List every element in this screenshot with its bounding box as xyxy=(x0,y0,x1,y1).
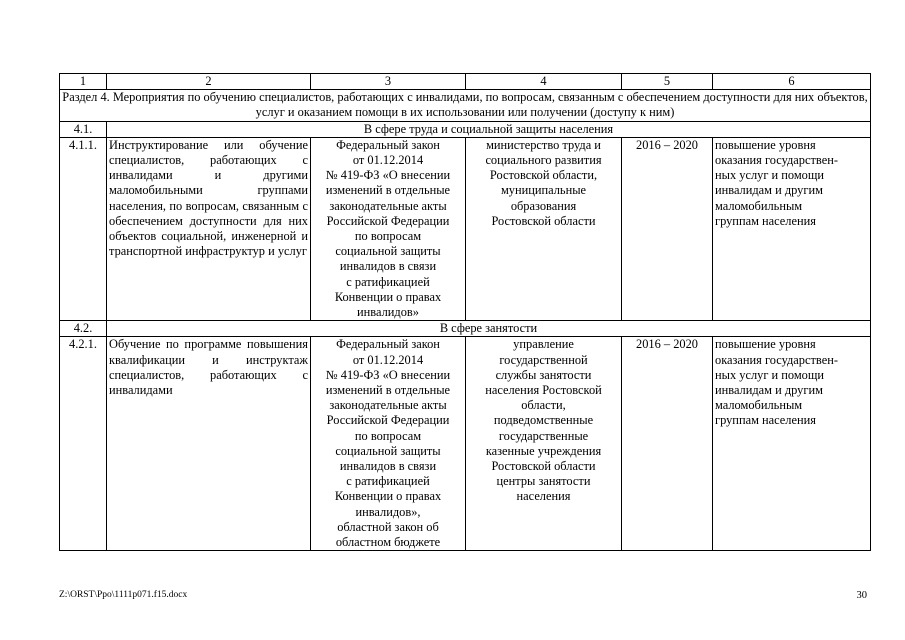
cell-line: № 419-ФЗ «О внесении xyxy=(325,367,451,382)
cell-line: изменений в отдельные xyxy=(325,383,451,398)
cell-line: Конвенции о правах xyxy=(334,489,442,504)
subsection-row xyxy=(60,121,871,137)
cell-line: инвалидов», xyxy=(355,504,421,519)
legal-basis-cell xyxy=(311,337,466,551)
cell-line: оказания государствен- xyxy=(715,153,838,168)
cell-line: социального развития xyxy=(485,153,602,168)
cell-line: законодательные акты xyxy=(329,398,447,413)
cell-line: от 01.12.2014 xyxy=(352,153,424,168)
period-cell: 2016 – 2020 xyxy=(622,337,713,551)
result-cell xyxy=(713,337,871,551)
table-row xyxy=(60,337,871,551)
cell-line: от 01.12.2014 xyxy=(352,352,424,367)
cell-line: населения Ростовской xyxy=(485,383,602,398)
cell-line: изменений в отдельные xyxy=(325,183,451,198)
subsection-title: В сфере занятости xyxy=(107,321,871,337)
cell-line: Федеральный закон xyxy=(336,137,440,152)
subsection-title: В сфере труда и социальной защиты населения xyxy=(107,121,871,137)
executor-cell xyxy=(466,137,622,320)
cell-line: Российской Федерации xyxy=(326,213,450,228)
row-number: 4.2.1. xyxy=(60,337,107,551)
column-number: 1 xyxy=(60,74,107,90)
column-number-row xyxy=(60,74,871,90)
cell-line: маломобильным xyxy=(715,398,803,413)
cell-line: министерство труда и xyxy=(486,137,601,152)
cell-line: повышение уровня xyxy=(715,137,816,152)
cell-line: областной закон об xyxy=(337,519,439,534)
cell-line: инвалидам и другим xyxy=(715,183,823,198)
column-number: 6 xyxy=(713,74,871,90)
cell-line: с ратификацией xyxy=(346,474,430,489)
column-number: 5 xyxy=(622,74,713,90)
cell-line: государственной xyxy=(499,352,588,367)
row-number: 4.1.1. xyxy=(60,137,107,320)
cell-line: инвалидов в связи xyxy=(339,459,437,474)
cell-line: ных услуг и помощи xyxy=(715,168,825,183)
cell-line: социальной защиты xyxy=(335,244,441,259)
page-number: 30 xyxy=(856,590,867,601)
cell-line: Ростовской области, xyxy=(489,168,598,183)
subsection-number: 4.2. xyxy=(60,321,107,337)
cell-line: Ростовской области xyxy=(491,459,596,474)
column-number: 2 xyxy=(107,74,311,90)
cell-line: с ратификацией xyxy=(346,274,430,289)
cell-line: группам населения xyxy=(715,413,816,428)
section-title-row xyxy=(60,90,871,121)
cell-line: инвалидов в связи xyxy=(339,259,437,274)
activity-cell: Инструктирование или обучение специалистов, работающих с инвалидами и другими маломобильными группами населения, по вопросам, связанным с обеспечением доступности для них объектов социальной, инженерной и транспортной инфраструктур и услуг xyxy=(107,137,311,320)
cell-line: Ростовской области xyxy=(491,213,596,228)
activity-cell: Обучение по программе повышения квалификации и инструктаж специалистов, работающих с инвалидами xyxy=(107,337,311,551)
cell-line: инвалидам и другим xyxy=(715,383,823,398)
column-number: 4 xyxy=(466,74,622,90)
cell-line: государственные xyxy=(498,428,589,443)
cell-line: Конвенции о правах xyxy=(334,289,442,304)
subsection-number: 4.1. xyxy=(60,121,107,137)
cell-line: оказания государствен- xyxy=(715,352,838,367)
subsection-row xyxy=(60,321,871,337)
cell-line: подведомственные xyxy=(493,413,594,428)
cell-line: населения xyxy=(516,489,571,504)
section-title: Раздел 4. Мероприятия по обучению специалистов, работающих с инвалидами, по вопросам, связанным с обеспечением доступности для них объектов, услуг и оказанием помощи в их использовании или получении (доступу к ним) xyxy=(60,90,871,121)
cell-line: образования xyxy=(510,198,577,213)
result-cell xyxy=(713,137,871,320)
cell-line: центры занятости xyxy=(496,474,591,489)
cell-line: группам населения xyxy=(715,213,816,228)
cell-line: области, xyxy=(521,398,566,413)
period-cell: 2016 – 2020 xyxy=(622,137,713,320)
executor-cell xyxy=(466,337,622,551)
file-path: Z:\ORST\Ppo\1111p071.f15.docx xyxy=(59,590,188,600)
cell-line: службы занятости xyxy=(495,367,592,382)
cell-line: по вопросам xyxy=(354,229,422,244)
cell-line: социальной защиты xyxy=(335,443,441,458)
cell-line: маломобильным xyxy=(715,198,803,213)
cell-line: казенные учреждения xyxy=(485,443,602,458)
cell-line: законодательные акты xyxy=(329,198,447,213)
cell-line: ных услуг и помощи xyxy=(715,367,825,382)
cell-line: № 419-ФЗ «О внесении xyxy=(325,168,451,183)
cell-line: по вопросам xyxy=(354,428,422,443)
cell-line: повышение уровня xyxy=(715,337,816,352)
cell-line: муниципальные xyxy=(500,183,587,198)
legal-basis-cell xyxy=(311,137,466,320)
cell-line: Федеральный закон xyxy=(336,337,440,352)
column-number: 3 xyxy=(311,74,466,90)
cell-line: управление xyxy=(513,337,574,352)
measures-table xyxy=(59,73,871,551)
cell-line: областном бюджете xyxy=(335,535,441,550)
table-row xyxy=(60,137,871,320)
cell-line: инвалидов» xyxy=(357,305,419,320)
cell-line: Российской Федерации xyxy=(326,413,450,428)
